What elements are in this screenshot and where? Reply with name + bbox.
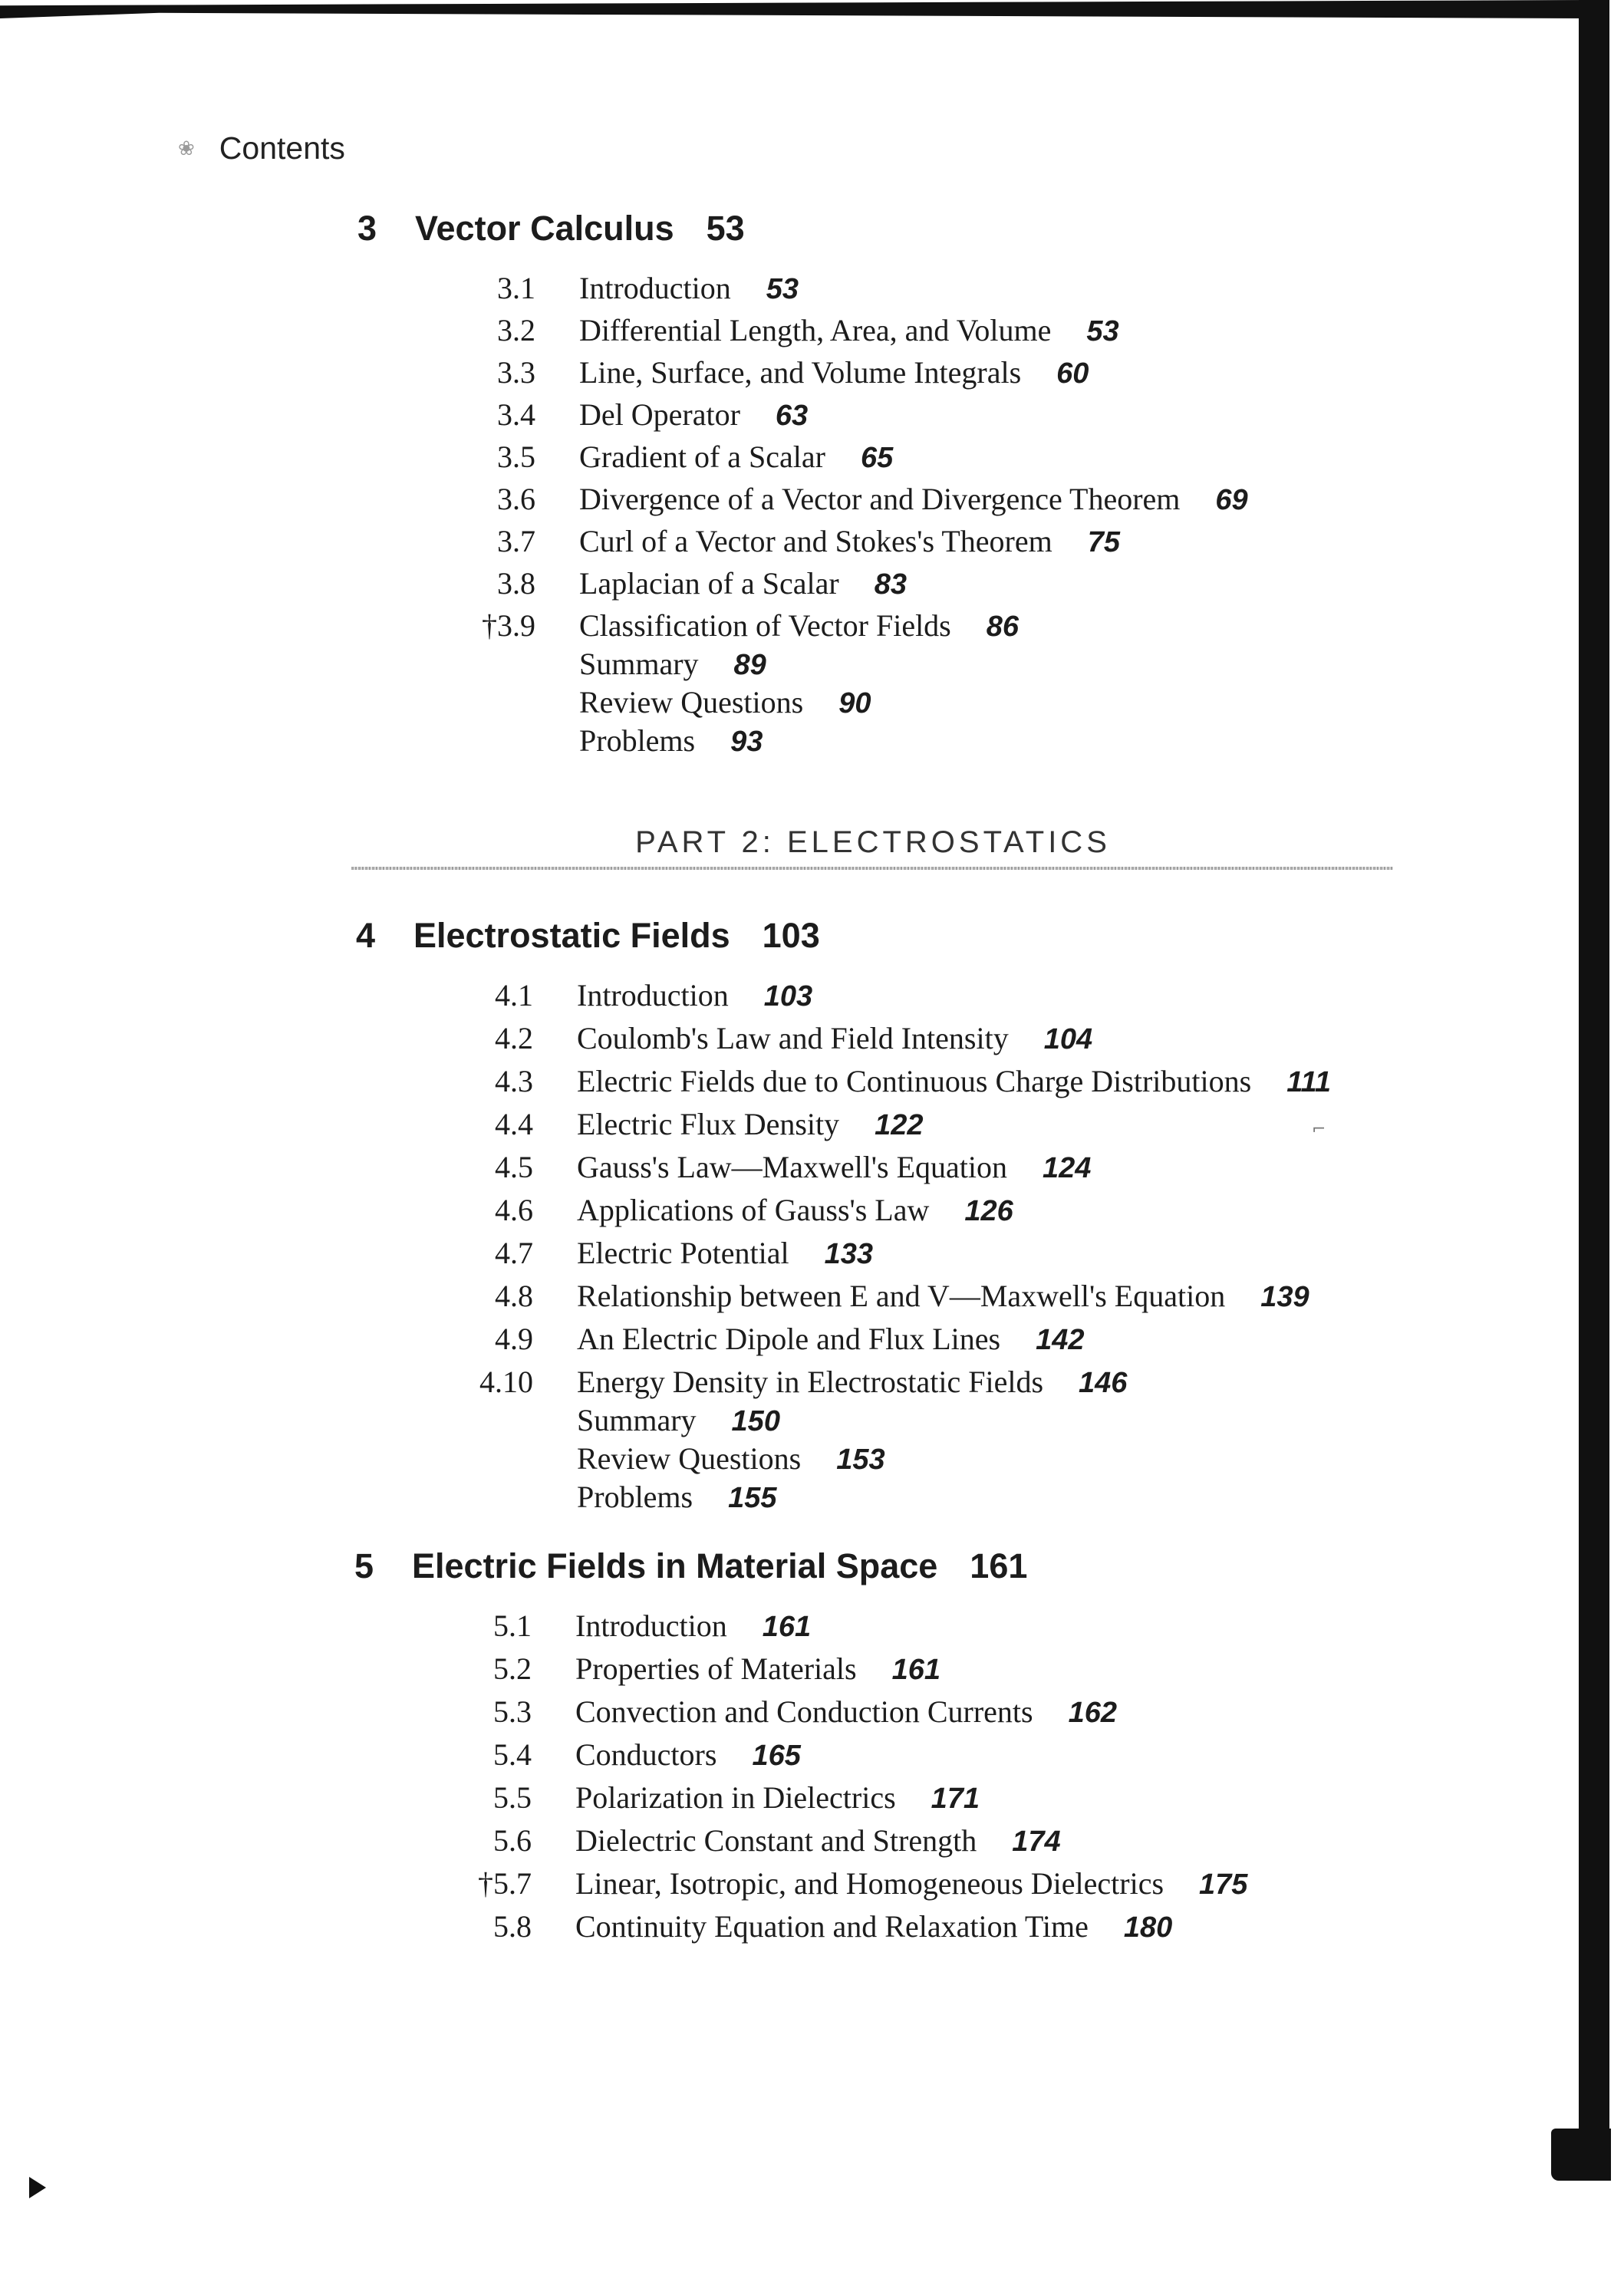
section-number: 4.6 <box>495 1193 533 1227</box>
chapter-3 <box>357 209 745 249</box>
section-number: 3.7 <box>497 524 535 558</box>
section-title: Problems <box>577 1480 693 1514</box>
section-title: Continuity Equation and Relaxation Time <box>575 1909 1089 1944</box>
toc-entry[interactable] <box>443 684 871 720</box>
section-page: 122 <box>875 1109 924 1141</box>
section-title: Review Questions <box>579 685 804 719</box>
chapter-4 <box>356 916 820 956</box>
section-number: 4.8 <box>495 1279 533 1313</box>
section-number: 5.8 <box>493 1909 532 1944</box>
scan-border-top <box>0 0 1592 18</box>
toc-entry[interactable] <box>443 565 907 601</box>
section-number: 3.8 <box>497 566 535 601</box>
scan-border-corner <box>1551 2129 1611 2181</box>
chapter-title: Vector Calculus <box>415 209 674 248</box>
chapter-number: 5 <box>354 1546 374 1585</box>
section-page: 104 <box>1043 1023 1093 1055</box>
chapter-page: 103 <box>762 916 820 955</box>
section-title: Laplacian of a Scalar <box>579 566 839 601</box>
section-number: 5.2 <box>493 1651 532 1686</box>
toc-entry[interactable] <box>440 1608 811 1644</box>
toc-entry[interactable] <box>441 1063 1331 1099</box>
section-title: Introduction <box>577 978 729 1012</box>
toc-entry[interactable] <box>440 1865 1247 1901</box>
part-heading: PART 2: ELECTROSTATICS <box>635 825 1111 859</box>
section-title: Gauss's Law—Maxwell's Equation <box>577 1150 1007 1184</box>
toc-entry[interactable] <box>441 1479 777 1515</box>
running-head <box>178 130 345 166</box>
chapter-heading <box>356 916 820 956</box>
section-page: 150 <box>731 1405 780 1437</box>
scan-border-right <box>1579 0 1609 2171</box>
section-title: Del Operator <box>579 397 740 432</box>
section-title: Summary <box>579 647 699 681</box>
chapter-page: 53 <box>706 209 745 248</box>
section-title: Electric Flux Density <box>577 1107 840 1141</box>
toc-entry[interactable] <box>440 1651 940 1687</box>
section-number: 4.10 <box>479 1365 533 1399</box>
section-page: 142 <box>1036 1324 1085 1356</box>
section-title: Electric Potential <box>577 1236 789 1270</box>
section-page: 165 <box>752 1740 801 1772</box>
section-title: Gradient of a Scalar <box>579 440 825 474</box>
part-rule <box>351 867 1393 870</box>
section-title: Line, Surface, and Volume Integrals <box>579 355 1022 390</box>
section-page: 171 <box>931 1783 980 1815</box>
toc-entry[interactable] <box>441 1235 873 1271</box>
section-page: 175 <box>1199 1868 1248 1901</box>
toc-entry[interactable] <box>443 646 766 682</box>
section-title: Differential Length, Area, and Volume <box>579 313 1052 347</box>
section-page: 83 <box>874 568 907 601</box>
toc-entry[interactable] <box>440 1694 1117 1730</box>
toc-entry[interactable] <box>441 1020 1092 1056</box>
section-title: Coulomb's Law and Field Intensity <box>577 1021 1009 1055</box>
flower-ornament-icon: ❀ <box>178 137 195 160</box>
toc-entry[interactable] <box>443 723 763 759</box>
section-title: An Electric Dipole and Flux Lines <box>577 1322 1001 1356</box>
section-page: 111 <box>1286 1066 1331 1098</box>
section-title: Introduction <box>579 271 731 305</box>
section-page: 63 <box>775 400 809 432</box>
section-page: 60 <box>1056 357 1089 390</box>
section-page: 89 <box>733 649 766 681</box>
section-title: Introduction <box>575 1608 727 1643</box>
toc-entry[interactable] <box>441 977 812 1013</box>
section-title: Properties of Materials <box>575 1651 857 1686</box>
running-head-label: Contents <box>219 130 345 166</box>
toc-entry[interactable] <box>443 354 1089 390</box>
section-page: 146 <box>1079 1367 1128 1399</box>
section-title: Problems <box>579 723 696 758</box>
chapter-heading <box>357 209 745 249</box>
toc-entry[interactable] <box>443 439 893 475</box>
section-number: 3.2 <box>497 313 535 347</box>
section-page: 53 <box>1086 315 1119 347</box>
section-number: 5.4 <box>493 1737 532 1772</box>
chapter-number: 4 <box>356 916 376 955</box>
section-title: Energy Density in Electrostatic Fields <box>577 1365 1044 1399</box>
section-page: 86 <box>986 611 1020 643</box>
section-page: 161 <box>762 1611 812 1643</box>
scan-arrow-icon <box>29 2177 46 2198</box>
section-number: 5.6 <box>493 1823 532 1858</box>
toc-entry[interactable] <box>441 1192 1013 1228</box>
section-title: Classification of Vector Fields <box>579 608 951 643</box>
section-page: 75 <box>1087 526 1120 558</box>
section-page: 153 <box>836 1444 885 1476</box>
section-page: 90 <box>838 687 871 719</box>
section-number: 3.6 <box>497 482 535 516</box>
section-number: 5.5 <box>493 1780 532 1815</box>
toc-entry[interactable] <box>441 1321 1085 1357</box>
section-page: 65 <box>860 442 894 474</box>
toc-entry[interactable] <box>443 523 1120 559</box>
toc-entry[interactable] <box>443 312 1119 348</box>
toc-entry[interactable] <box>443 481 1248 517</box>
section-page: 133 <box>824 1238 873 1270</box>
section-title: Summary <box>577 1403 697 1437</box>
section-page: 180 <box>1123 1911 1173 1944</box>
toc-entry[interactable] <box>441 1364 1127 1400</box>
section-number: 4.3 <box>495 1064 533 1098</box>
section-page: 174 <box>1012 1826 1061 1858</box>
chapter-number: 3 <box>357 209 377 248</box>
chapter-page: 161 <box>970 1546 1028 1585</box>
section-title: Linear, Isotropic, and Homogeneous Dielectrics <box>575 1866 1164 1901</box>
section-page: 126 <box>964 1195 1013 1227</box>
section-page: 162 <box>1068 1697 1117 1729</box>
section-page: 161 <box>891 1654 940 1686</box>
toc-entry[interactable] <box>441 1106 924 1142</box>
section-number: 4.7 <box>495 1236 533 1270</box>
section-number: 4.5 <box>495 1150 533 1184</box>
section-number: 3.3 <box>497 355 535 390</box>
toc-entry[interactable] <box>441 1402 780 1438</box>
toc-entry[interactable] <box>443 270 799 306</box>
section-number: 4.4 <box>495 1107 533 1141</box>
section-title: Dielectric Constant and Strength <box>575 1823 977 1858</box>
toc-entry[interactable] <box>443 607 1019 644</box>
toc-entry[interactable] <box>441 1278 1309 1314</box>
section-page: 155 <box>728 1482 777 1514</box>
toc-entry[interactable] <box>443 397 808 433</box>
toc-entry[interactable] <box>441 1440 885 1477</box>
section-number: 4.1 <box>495 978 533 1012</box>
section-title: Review Questions <box>577 1441 802 1476</box>
section-page: 53 <box>766 273 799 305</box>
section-number: 3.1 <box>497 271 535 305</box>
section-number: 5.3 <box>493 1694 532 1729</box>
chapter-title: Electrostatic Fields <box>413 916 730 955</box>
section-page: 69 <box>1215 484 1248 516</box>
section-title: Electric Fields due to Continuous Charge Distributions <box>577 1064 1252 1098</box>
chapter-heading <box>354 1546 1027 1586</box>
section-title: Convection and Conduction Currents <box>575 1694 1033 1729</box>
toc-entry[interactable] <box>440 1780 980 1816</box>
section-number: 4.2 <box>495 1021 533 1055</box>
chapter-5 <box>354 1546 1027 1586</box>
toc-entry[interactable] <box>440 1822 1061 1859</box>
section-page: 139 <box>1260 1281 1309 1313</box>
section-title: Conductors <box>575 1737 717 1772</box>
section-number: 3.4 <box>497 397 535 432</box>
section-number: †3.9 <box>482 608 535 643</box>
section-number: †5.7 <box>478 1866 532 1901</box>
section-title: Curl of a Vector and Stokes's Theorem <box>579 524 1052 558</box>
section-number: 5.1 <box>493 1608 532 1643</box>
toc-entry[interactable] <box>440 1908 1172 1944</box>
section-page: 103 <box>763 980 813 1012</box>
section-number: 4.9 <box>495 1322 533 1356</box>
section-number: 3.5 <box>497 440 535 474</box>
section-page: 93 <box>730 726 763 758</box>
toc-entry[interactable] <box>440 1737 801 1773</box>
section-title: Relationship between E and V—Maxwell's Equation <box>577 1279 1226 1313</box>
chapter-title: Electric Fields in Material Space <box>412 1546 938 1585</box>
section-title: Divergence of a Vector and Divergence Theorem <box>579 482 1181 516</box>
section-title: Polarization in Dielectrics <box>575 1780 896 1815</box>
section-title: Applications of Gauss's Law <box>577 1193 930 1227</box>
scan-speck: ⌐ <box>1312 1120 1326 1139</box>
toc-entry[interactable] <box>441 1149 1091 1185</box>
section-page: 124 <box>1043 1152 1092 1184</box>
